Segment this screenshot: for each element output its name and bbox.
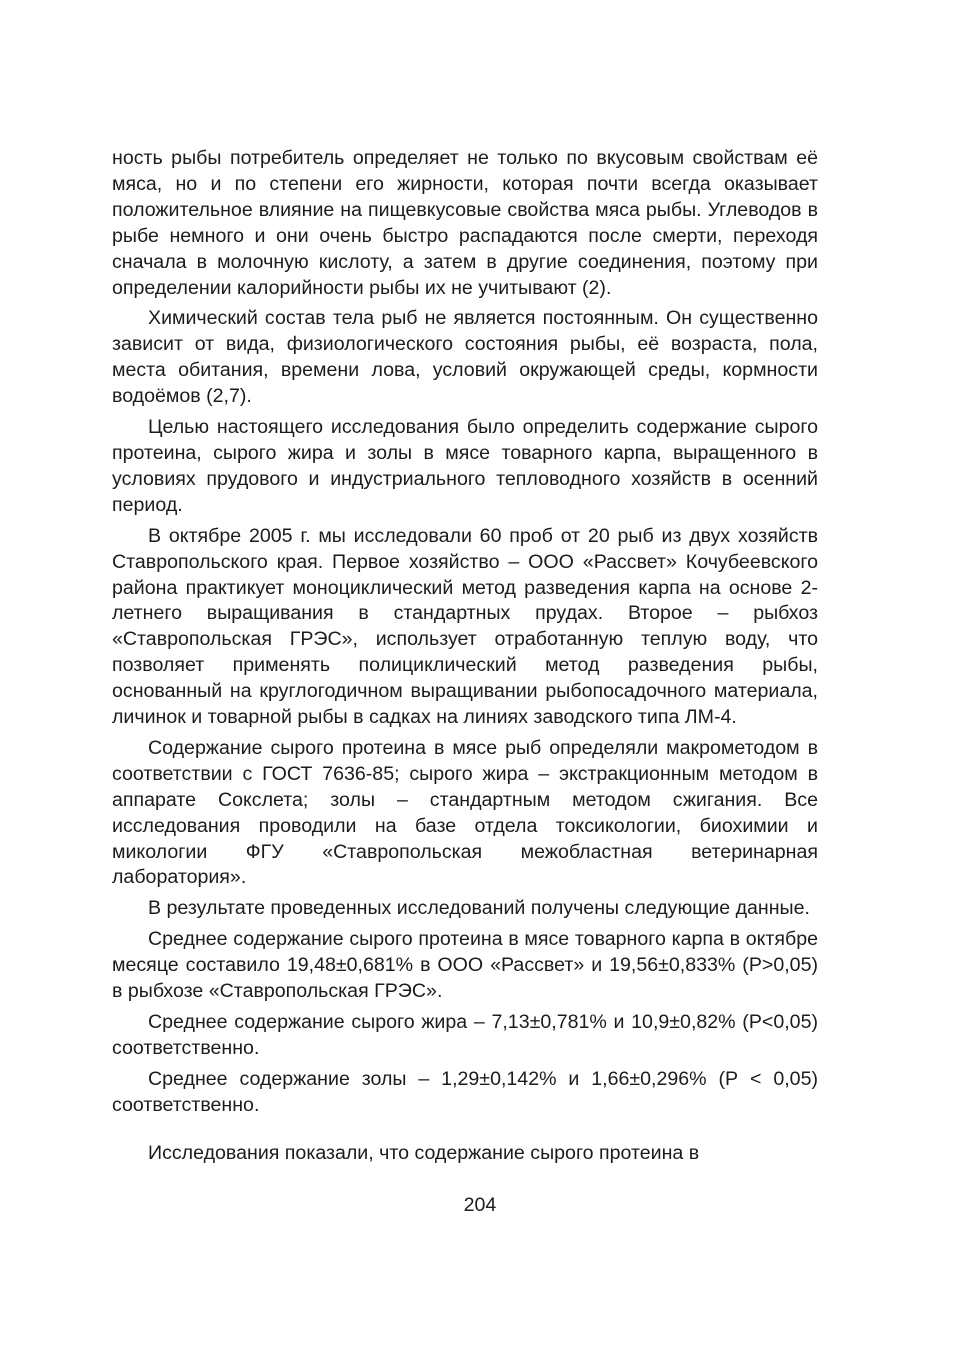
paragraph-9: Среднее содержание золы – 1,29±0,142% и 1,66±0,296% (Р < 0,05) соответственно. [112,1067,818,1116]
paragraph-2: Химический состав тела рыб не является постоянным. Он существенно зависит от вида, физиологического состояния рыбы, её возраста, пола, места обитания, времени лова, условий окружающей среды, кормности водоёмов (2,7). [112,307,818,408]
paragraph-1: ность рыбы потребитель определяет не только по вкусовым свойствам её мяса, но и по степени его жирности, которая почти всегда оказывает положительное влияние на пищевкусовые свойства мяса рыбы. Углеводов в рыбе немного и они очень быстро распадаются после смерти, переходя сначала в молочную кислоту, а затем в другие соединения, поэтому при определении калорийности рыбы их не учитывают (2). [112,147,818,299]
paragraph-5: Содержание сырого протеина в мясе рыб определяли макрометодом в соответствии с ГОСТ 7636-85; сырого жира – экстракционным методом в аппарате Сокслета; золы – стандартным методом сжигания. Все исследования проводили на базе отдела токсикологии, биохимии и микологии ФГУ «Ставропольская межобластная ветеринарная лаборатория». [112,736,818,889]
paragraph-10: Исследования показали, что содержание сырого протеина в [148,1141,700,1164]
paragraph-6: В результате проведенных исследований получены следующие данные. [148,897,810,920]
paragraph-8: Среднее содержание сырого жира – 7,13±0,781% и 10,9±0,82% (Р<0,05) соответственно. [112,1011,818,1059]
paragraph-4: В октябре 2005 г. мы исследовали 60 проб от 20 рыб из двух хозяйств Ставропольского края. Первое хозяйство – ООО «Рассвет» Кочубеевского района практикует моноциклический метод разведения карпа на основе 2-летнего выращивания в стандартных прудах. Второе – рыбхоз «Ставропольская ГРЭС», использует отработанную теплую воду, что позволяет применять полициклический метод разведения рыбы, основанный на круглогодичном выращивании рыбопосадочного материала, личинок и товарной рыбы в садках на линиях заводского типа ЛМ-4. [112,524,818,729]
paragraph-7: Среднее содержание сырого протеина в мясе товарного карпа в октябре месяце составило 19,48±0,681% в ООО «Рассвет» и 19,56±0,833% (Р>0,05) в рыбхозе «Ставропольская ГРЭС». [112,928,818,1003]
page-body [112,146,818,1172]
paragraph-3: Целью настоящего исследования было определить содержание сырого протеина, сырого жира и золы в мясе товарного карпа, выращенного в условиях прудового и индустриального тепловодного хозяйств в осенний период. [112,416,818,516]
page-number: 204 [463,1194,497,1216]
